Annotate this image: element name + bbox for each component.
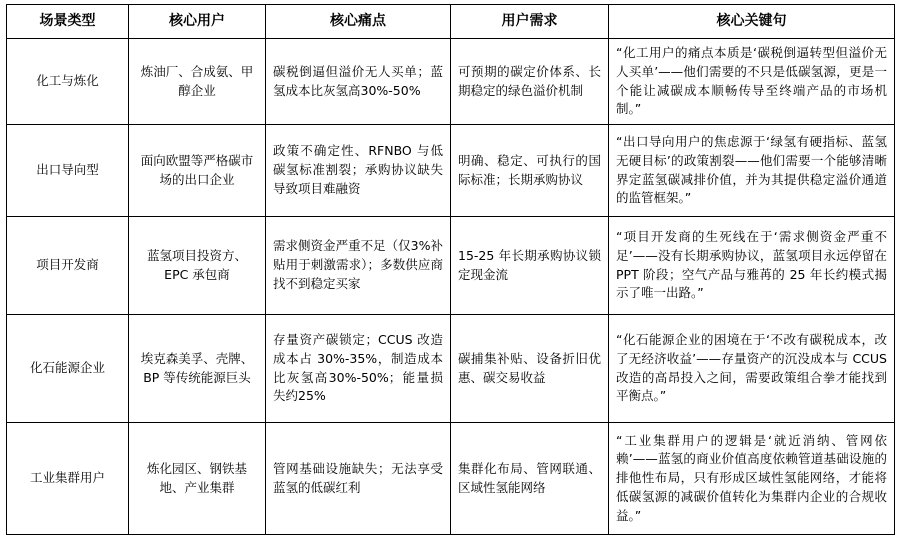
cell-scene-type: 项目开发商	[7, 217, 129, 315]
cell-user-needs: 15-25 年长期承购协议锁定现金流	[451, 217, 609, 315]
cell-core-users: 蓝氢项目投资方、EPC 承包商	[129, 217, 266, 315]
column-header-core-users: 核心用户	[129, 5, 266, 39]
table-header-row	[7, 5, 895, 39]
cell-core-pain-points: 政策不确定性、RFNBO 与低碳氢标准割裂；承购协议缺失导致项目难融资	[266, 125, 451, 217]
table-body	[7, 39, 895, 535]
cell-key-quote: “化石能源企业的困境在于‘不改有碳税成本，改了无经济收益’——存量资产的沉没成本与 CCUS 改造的高昂投入之间，需要政策组合拳才能找到平衡点。”	[609, 315, 895, 423]
cell-core-users: 炼化园区、钢铁基地、产业集群	[129, 423, 266, 535]
cell-core-pain-points: 管网基础设施缺失；无法享受蓝氢的低碳红利	[266, 423, 451, 535]
table-row	[7, 423, 895, 535]
blue-hydrogen-user-scenario-table	[6, 4, 895, 535]
cell-core-users: 炼油厂、合成氨、甲醇企业	[129, 39, 266, 125]
cell-core-users: 面向欧盟等严格碳市场的出口企业	[129, 125, 266, 217]
cell-key-quote: “化工用户的痛点本质是‘碳税倒逼转型但溢价无人买单’——他们需要的不只是低碳氢源，更是一个能让减碳成本顺畅传导至终端产品的市场机制。”	[609, 39, 895, 125]
table-row	[7, 39, 895, 125]
column-header-scene-type: 场景类型	[7, 5, 129, 39]
cell-core-pain-points: 需求侧资金严重不足（仅3%补贴用于刺激需求）；多数供应商找不到稳定买家	[266, 217, 451, 315]
cell-key-quote: “出口导向用户的焦虑源于‘绿氢有硬指标、蓝氢无硬目标’的政策割裂——他们需要一个能够清晰界定蓝氢碳减排价值，并为其提供稳定溢价通道的监管框架。”	[609, 125, 895, 217]
column-header-key-quote: 核心关键句	[609, 5, 895, 39]
cell-user-needs: 可预期的碳定价体系、长期稳定的绿色溢价机制	[451, 39, 609, 125]
column-header-core-pain-points: 核心痛点	[266, 5, 451, 39]
cell-scene-type: 出口导向型	[7, 125, 129, 217]
cell-core-users: 埃克森美孚、壳牌、BP 等传统能源巨头	[129, 315, 266, 423]
table-row	[7, 125, 895, 217]
table-header	[7, 5, 895, 39]
cell-core-pain-points: 碳税倒逼但溢价无人买单；蓝氢成本比灰氢高30%-50%	[266, 39, 451, 125]
cell-scene-type: 工业集群用户	[7, 423, 129, 535]
column-header-user-needs: 用户需求	[451, 5, 609, 39]
cell-user-needs: 集群化布局、管网联通、区域性氢能网络	[451, 423, 609, 535]
cell-core-pain-points: 存量资产碳锁定；CCUS 改造成本占 30%-35%，制造成本比灰氢高30%-50%；能量损失约25%	[266, 315, 451, 423]
cell-key-quote: “工业集群用户的逻辑是‘就近消纳、管网依赖’——蓝氢的商业价值高度依赖管道基础设施的排他性布局，只有形成区域性氢能网络，才能将低碳氢源的减碳价值转化为集群内企业的合规收益。”	[609, 423, 895, 535]
cell-user-needs: 碳捕集补贴、设备折旧优惠、碳交易收益	[451, 315, 609, 423]
table-row	[7, 315, 895, 423]
cell-user-needs: 明确、稳定、可执行的国际标准；长期承购协议	[451, 125, 609, 217]
cell-scene-type: 化石能源企业	[7, 315, 129, 423]
table-row	[7, 217, 895, 315]
cell-key-quote: “项目开发商的生死线在于‘需求侧资金严重不足’——没有长期承购协议，蓝氢项目永远停留在 PPT 阶段；空气产品与雅苒的 25 年长约模式揭示了唯一出路。”	[609, 217, 895, 315]
cell-scene-type: 化工与炼化	[7, 39, 129, 125]
